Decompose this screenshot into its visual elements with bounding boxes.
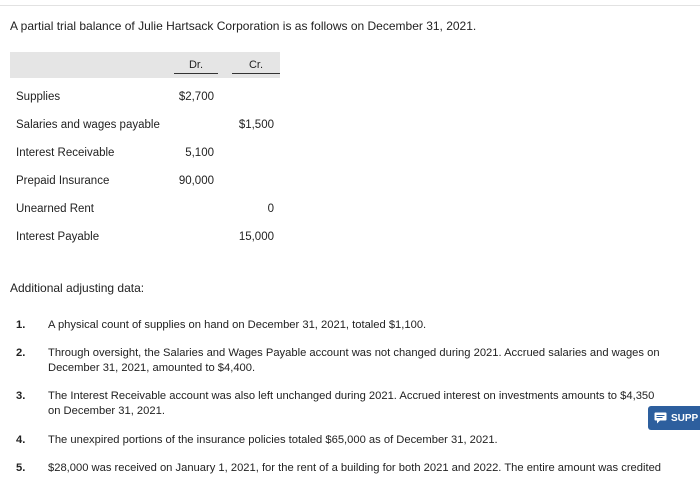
header-credit-underline: [232, 73, 280, 74]
item-number: 5.: [16, 462, 26, 474]
table-row: [10, 110, 280, 138]
item-number: 4.: [16, 434, 26, 446]
debit-value: $2,700: [178, 91, 214, 103]
trial-balance-table: [10, 52, 280, 250]
chat-icon: [654, 412, 667, 424]
credit-value: 15,000: [238, 231, 274, 243]
table-header: [10, 52, 280, 78]
account-name: Salaries and wages payable: [16, 119, 160, 131]
debit-value: 5,100: [185, 147, 214, 159]
item-text: $28,000 was received on January 1, 2021, for the rent of a building for both 2021 and 2022. The entire amount was credited: [48, 462, 662, 474]
account-name: Interest Payable: [16, 231, 100, 243]
top-divider: [0, 5, 700, 6]
header-debit-underline: [174, 73, 218, 74]
table-row: [10, 222, 280, 250]
item-text: The unexpired portions of the insurance policies totaled $65,000 as of December 31, 2021.: [48, 434, 498, 446]
item-text: Through oversight, the Salaries and Wages Payable account was not changed during 2021. Accrued salaries and wages on December 31, 2021, amounted to $4,400.: [48, 347, 660, 374]
support-label: SUPP: [671, 412, 699, 424]
item-number: 1.: [16, 319, 26, 331]
item-number: 3.: [16, 390, 26, 402]
table-row: [10, 138, 280, 166]
credit-value: 0: [267, 203, 274, 215]
account-name: Interest Receivable: [16, 147, 115, 159]
account-name: Supplies: [16, 91, 61, 103]
header-debit-label: Dr.: [188, 59, 204, 71]
debit-value: 90,000: [178, 175, 214, 187]
header-credit-label: Cr.: [248, 59, 264, 71]
account-name: Unearned Rent: [16, 203, 94, 215]
header-credit: [232, 59, 280, 74]
account-name: Prepaid Insurance: [16, 175, 110, 187]
intro-text: A partial trial balance of Julie Hartsack Corporation is as follows on December 31, 2021.: [10, 19, 477, 33]
table-row: [10, 194, 280, 222]
table-row: [10, 166, 280, 194]
additional-data-heading: Additional adjusting data:: [10, 281, 145, 295]
item-number: 2.: [16, 347, 26, 359]
support-button[interactable]: [648, 406, 700, 430]
header-debit: [174, 59, 218, 74]
table-row: [10, 82, 280, 110]
item-text: A physical count of supplies on hand on December 31, 2021, totaled $1,100.: [48, 319, 427, 331]
credit-value: $1,500: [238, 119, 274, 131]
item-text: The Interest Receivable account was also left unchanged during 2021. Accrued interest on investments amounts to $4,350 on December 31, 2021.: [48, 390, 655, 417]
